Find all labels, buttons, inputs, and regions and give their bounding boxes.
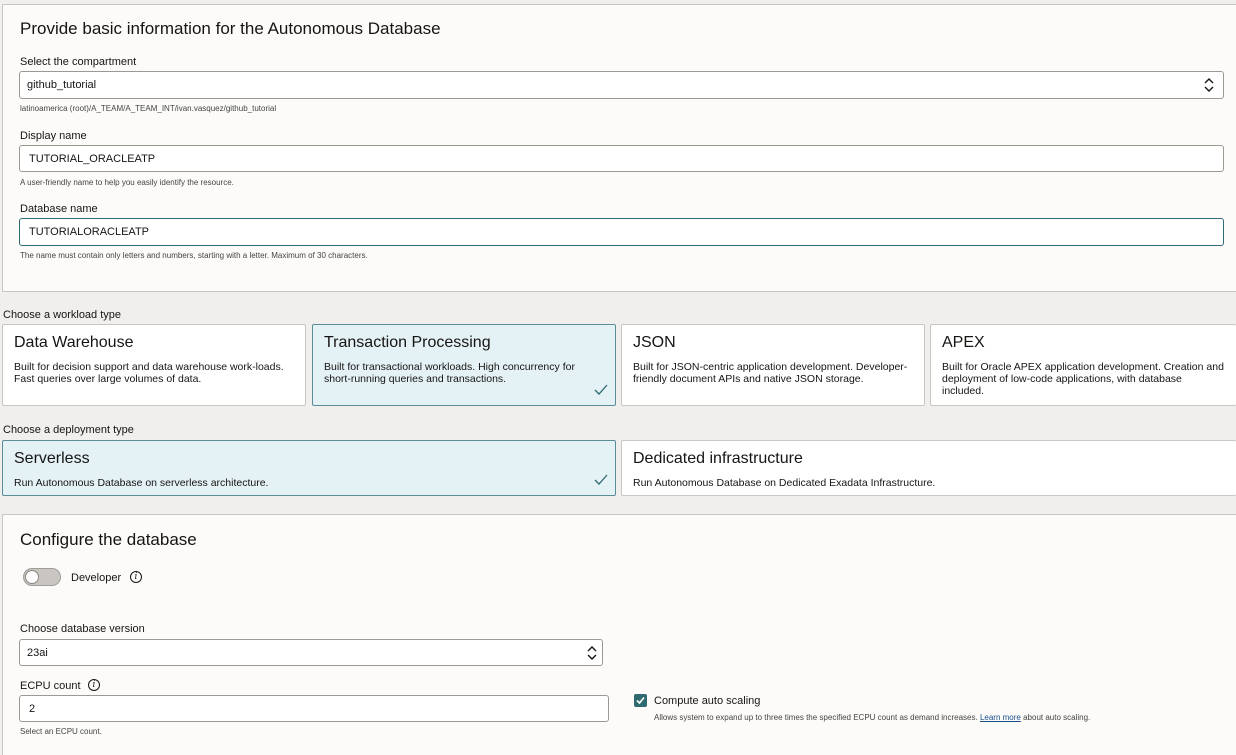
ecpu-count-helper: Select an ECPU count. — [20, 727, 102, 736]
basic-info-panel — [2, 4, 1236, 292]
autoscale-desc-before: Allows system to expand up to three times the specified ECPU count as demand increases. — [654, 713, 978, 722]
card-description: Run Autonomous Database on Dedicated Exadata Infrastructure. — [633, 477, 936, 489]
deployment-card-serverless[interactable] — [2, 440, 616, 496]
card-title: Dedicated infrastructure — [633, 450, 803, 467]
database-name-label: Database name — [20, 203, 98, 215]
toggle-knob — [25, 570, 39, 584]
learn-more-link[interactable]: Learn more — [979, 713, 1021, 722]
developer-toggle[interactable] — [23, 568, 61, 586]
ecpu-count-label: ECPU count — [20, 680, 81, 692]
card-title: Data Warehouse — [14, 334, 134, 351]
display-name-label: Display name — [20, 130, 87, 142]
database-version-label: Choose database version — [20, 623, 145, 635]
card-title: Transaction Processing — [324, 334, 491, 351]
workload-card-apex[interactable] — [930, 324, 1236, 406]
card-title: Serverless — [14, 450, 90, 467]
database-version-value: 23ai — [27, 647, 48, 659]
compartment-label: Select the compartment — [20, 56, 137, 68]
workload-card-data-warehouse[interactable] — [2, 324, 306, 406]
chevron-updown-icon — [1203, 77, 1215, 93]
card-description: Built for decision support and data warehouse work-loads. Fast queries over large volumes of data. — [14, 361, 284, 385]
checkbox-checked-icon — [634, 694, 647, 707]
developer-label: Developer — [71, 572, 122, 584]
compartment-path: latinoamerica (root)/A_TEAM/A_TEAM_INT/ivan.vasquez/github_tutorial — [20, 104, 277, 113]
database-name-helper: The name must contain only letters and numbers, starting with a letter. Maximum of 30 characters. — [20, 251, 368, 260]
compute-auto-scaling-label: Compute auto scaling — [654, 695, 761, 707]
compute-auto-scaling-checkbox[interactable] — [634, 694, 647, 707]
compartment-select[interactable] — [19, 71, 1224, 99]
ecpu-count-input[interactable] — [19, 695, 609, 722]
chevron-updown-icon — [586, 645, 598, 661]
card-description: Built for JSON-centric application development. Developer-friendly document APIs and native JSON storage. — [633, 361, 908, 385]
configure-title: Configure the database — [20, 530, 197, 549]
autoscale-desc-after: about auto scaling. — [1023, 713, 1091, 722]
info-icon[interactable]: i — [130, 571, 142, 583]
card-description: Built for transactional workloads. High concurrency for short-running queries and transactions. — [324, 361, 575, 385]
workload-card-transaction-processing[interactable] — [312, 324, 616, 406]
basic-info-title: Provide basic information for the Autonomous Database — [20, 19, 441, 38]
card-title: JSON — [633, 334, 676, 351]
database-version-select[interactable] — [19, 639, 603, 666]
workload-card-json[interactable] — [621, 324, 925, 406]
checkmark-icon — [594, 474, 608, 486]
compute-auto-scaling-description — [654, 713, 1090, 722]
workload-type-label: Choose a workload type — [3, 309, 122, 321]
deployment-type-label: Choose a deployment type — [3, 424, 134, 436]
info-icon[interactable]: i — [88, 679, 100, 691]
card-description: Run Autonomous Database on serverless architecture. — [14, 477, 269, 489]
deployment-card-dedicated[interactable] — [621, 440, 1236, 496]
database-name-input[interactable] — [19, 218, 1224, 246]
compartment-value: github_tutorial — [27, 79, 97, 91]
display-name-helper: A user-friendly name to help you easily identify the resource. — [20, 178, 234, 187]
checkmark-icon — [594, 384, 608, 396]
display-name-input[interactable] — [19, 145, 1224, 172]
card-description: Built for Oracle APEX application development. Creation and deployment of low-code applications, with database included. — [942, 361, 1224, 397]
card-title: APEX — [942, 334, 985, 351]
configure-panel — [2, 514, 1236, 755]
